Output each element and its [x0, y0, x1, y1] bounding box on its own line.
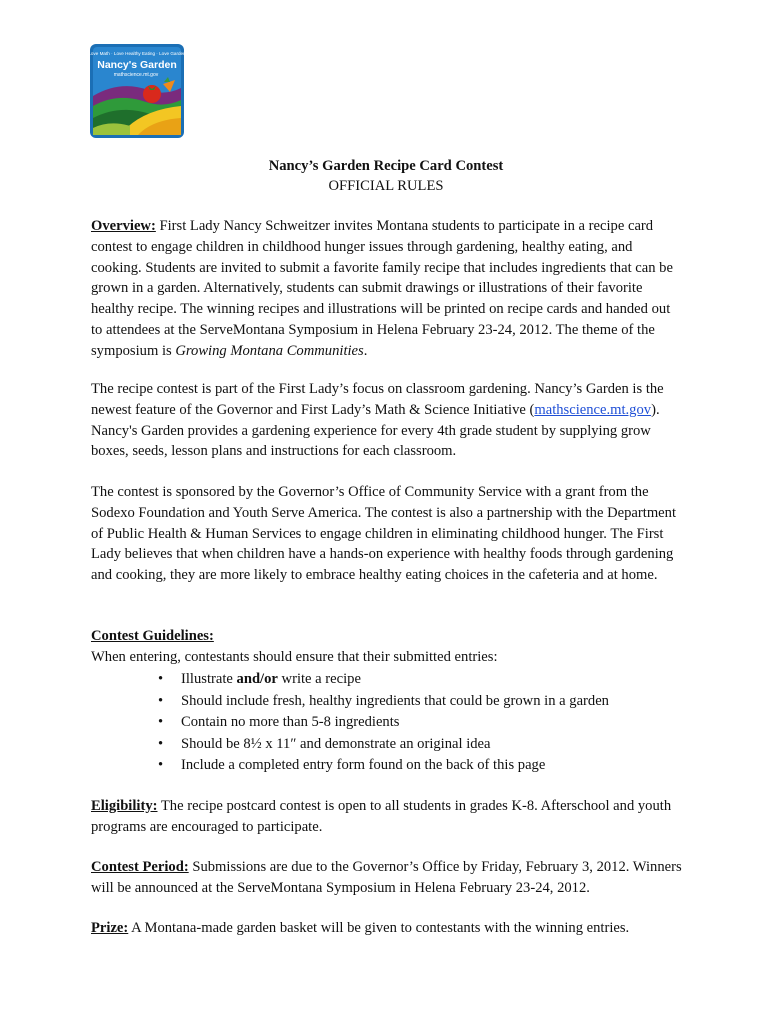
bullet-icon: • [158, 692, 164, 709]
item-text: Include a completed entry form found on the back of this page [181, 757, 546, 774]
item-text: Should include fresh, healthy ingredients that could be grown in a garden [181, 692, 609, 709]
guidelines-list [91, 669, 609, 777]
overview-heading: Overview: [91, 218, 156, 234]
logo-name: Nancy's Garden [97, 59, 177, 71]
item-text: Contain no more than 5-8 ingredients [181, 714, 400, 731]
bullet-icon: • [158, 735, 164, 752]
contest-period-text: Submissions are due to the Governor’s Office by Friday, February 3, 2012. Winners will be announced at the ServeMontana Symposium in Helena February 23-24, 2012. [91, 859, 682, 896]
prize-heading: Prize: [91, 920, 129, 936]
list-item [91, 734, 609, 756]
item-text: Should be 8½ x 11″ and demonstrate an original idea [181, 735, 491, 752]
list-item [91, 691, 609, 713]
eligibility-text: The recipe postcard contest is open to all students in grades K-8. Afterschool and youth programs are encouraged to participate. [91, 798, 672, 835]
overview-text: First Lady Nancy Schweitzer invites Montana students to participate in a recipe card contest to engage children in childhood hunger issues through gardening, healthy eating, and cooking. Students are invited to submit a favorite family recipe that includes ingredients that can be grown in a garden. Alternatively, students can submit drawings or illustrations of their favorite healthy recipe. The winning recipes and illustrations will be printed on recipe cards and handed out to attendees at the ServeMontana Symposium in Helena February 23-24, 2012. The theme of the symposium is [91, 218, 673, 359]
contest-period-paragraph [91, 857, 683, 899]
sponsor-paragraph: The contest is sponsored by the Governor’s Office of Community Service with a grant from the Sodexo Foundation and Youth Serve America. The contest is also a partnership with the Department of Public Health & Human Services to engage children in eliminating childhood hunger. The First Lady believes that when children have a hands-on experience with healthy foods through gardening and cooking, they are more likely to embrace healthy eating choices in the cafeteria and at home. [91, 484, 676, 584]
item-text: write a recipe [277, 671, 361, 687]
item-emphasis: and/or [236, 671, 278, 687]
guidelines-heading: Contest Guidelines: [91, 628, 214, 644]
list-item [91, 669, 609, 691]
logo-tagline: Love Math · Love Healthy Eating · Love Garden [90, 51, 184, 56]
bullet-icon: • [158, 714, 164, 731]
eligibility-paragraph [91, 796, 683, 838]
page-subtitle: OFFICIAL RULES [328, 178, 444, 194]
list-item [91, 712, 609, 734]
guidelines-paragraph [91, 626, 683, 668]
item-text: Illustrate [181, 671, 237, 687]
overview-period: . [363, 342, 368, 359]
bullet-icon: • [158, 671, 164, 687]
contest-period-heading: Contest Period: [91, 859, 189, 875]
list-item [91, 755, 609, 777]
prize-paragraph [91, 918, 683, 939]
bullet-icon: • [158, 757, 164, 774]
eligibility-heading: Eligibility: [91, 798, 158, 814]
nancys-garden-logo [90, 44, 184, 138]
prize-text: A Montana-made garden basket will be given to contestants with the winning entries. [128, 920, 630, 936]
focus-text-1: The recipe contest is part of the First Lady’s focus on classroom gardening. Nancy’s Garden is the newest feature of the Governor and First Lady’s Math & Science Initiative ( [91, 381, 664, 418]
logo-url: mathscience.mt.gov [113, 72, 159, 78]
mathscience-link[interactable]: mathscience.mt.gov [534, 401, 652, 418]
guidelines-intro: When entering, contestants should ensure that their submitted entries: [91, 648, 498, 665]
focus-text-2: ). Nancy's Garden provides a gardening experience for every 4th grade student by supplying grow boxes, seeds, lesson plans and instructions for each classroom. [91, 401, 660, 460]
focus-paragraph [91, 379, 683, 462]
page-title: Nancy’s Garden Recipe Card Contest [268, 158, 504, 174]
symposium-theme: Growing Montana Communities [175, 342, 364, 359]
overview-paragraph [91, 216, 683, 362]
